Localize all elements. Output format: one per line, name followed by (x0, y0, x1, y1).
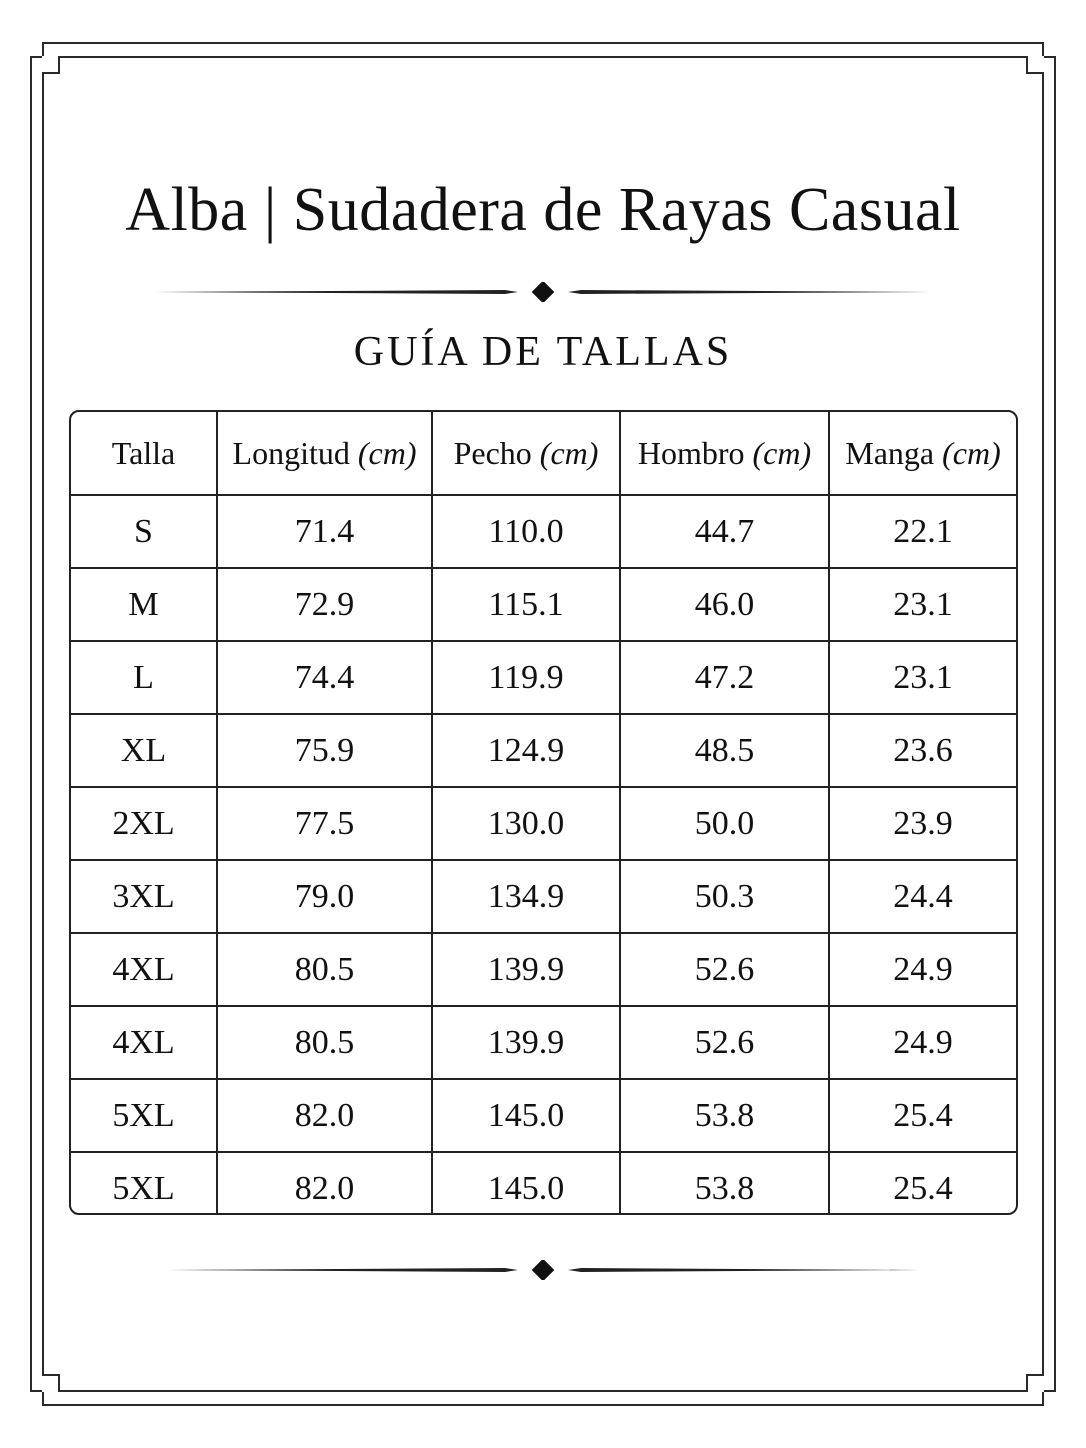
column-header (217, 412, 432, 495)
measurement-cell: 25.4 (829, 1152, 1016, 1215)
measurement-cell: 23.1 (829, 568, 1016, 641)
measurement-cell: 124.9 (432, 714, 620, 787)
size-cell: L (71, 641, 217, 714)
table-row (71, 860, 1016, 933)
column-header-label: Talla (111, 434, 176, 471)
measurement-cell: 25.4 (829, 1079, 1016, 1152)
measurement-cell: 77.5 (217, 787, 432, 860)
measurement-cell: 48.5 (620, 714, 829, 787)
measurement-cell: 74.4 (217, 641, 432, 714)
table-row (71, 495, 1016, 568)
size-cell: S (71, 495, 217, 568)
table-header-row (71, 412, 1016, 495)
table-row (71, 641, 1016, 714)
column-header (829, 412, 1016, 495)
column-header-label: Longitud (232, 434, 350, 471)
column-header-label: Pecho (453, 434, 532, 471)
section-subtitle: GUÍA DE TALLAS (353, 329, 733, 375)
measurement-cell: 130.0 (432, 787, 620, 860)
measurement-cell: 79.0 (217, 860, 432, 933)
size-cell: 3XL (71, 860, 217, 933)
column-header-label: Manga (845, 434, 935, 471)
table-row (71, 1006, 1016, 1079)
measurement-cell: 46.0 (620, 568, 829, 641)
column-header-unit: (cm) (752, 434, 812, 471)
table-row (71, 714, 1016, 787)
corner-ornament-bottom-left (42, 1374, 60, 1392)
measurement-cell: 52.6 (620, 1006, 829, 1079)
column-header-label: Hombro (637, 434, 745, 471)
measurement-cell: 47.2 (620, 641, 829, 714)
size-cell: 4XL (71, 1006, 217, 1079)
measurement-cell: 115.1 (432, 568, 620, 641)
measurement-cell: 80.5 (217, 933, 432, 1006)
column-header-unit: (cm) (539, 434, 599, 471)
measurement-cell: 145.0 (432, 1079, 620, 1152)
size-cell: 2XL (71, 787, 217, 860)
measurement-cell: 145.0 (432, 1152, 620, 1215)
corner-ornament-bottom-right (1026, 1374, 1044, 1392)
measurement-cell: 50.0 (620, 787, 829, 860)
measurement-cell: 110.0 (432, 495, 620, 568)
measurement-cell: 75.9 (217, 714, 432, 787)
measurement-cell: 80.5 (217, 1006, 432, 1079)
measurement-cell: 119.9 (432, 641, 620, 714)
measurement-cell: 24.9 (829, 933, 1016, 1006)
column-header (620, 412, 829, 495)
page-title: Alba | Sudadera de Rayas Casual (125, 176, 961, 244)
measurement-cell: 72.9 (217, 568, 432, 641)
table-body (71, 495, 1016, 1215)
table-row (71, 1152, 1016, 1215)
table-row (71, 1079, 1016, 1152)
column-header (71, 412, 217, 495)
column-header (432, 412, 620, 495)
measurement-cell: 53.8 (620, 1152, 829, 1215)
measurement-cell: 22.1 (829, 495, 1016, 568)
table-row (71, 787, 1016, 860)
measurement-cell: 139.9 (432, 933, 620, 1006)
measurement-cell: 50.3 (620, 860, 829, 933)
size-cell: 5XL (71, 1152, 217, 1215)
column-header-unit: (cm) (357, 434, 417, 471)
measurement-cell: 71.4 (217, 495, 432, 568)
size-chart-table (69, 410, 1018, 1215)
measurement-cell: 139.9 (432, 1006, 620, 1079)
measurement-cell: 23.9 (829, 787, 1016, 860)
measurement-cell: 82.0 (217, 1079, 432, 1152)
corner-ornament-top-right (1026, 56, 1044, 74)
measurement-cell: 23.1 (829, 641, 1016, 714)
table-row (71, 933, 1016, 1006)
measurement-cell: 24.9 (829, 1006, 1016, 1079)
measurement-cell: 44.7 (620, 495, 829, 568)
size-cell: 5XL (71, 1079, 217, 1152)
measurement-cell: 52.6 (620, 933, 829, 1006)
measurement-cell: 24.4 (829, 860, 1016, 933)
ornamental-divider-top (0, 282, 1086, 302)
size-cell: M (71, 568, 217, 641)
measurement-cell: 134.9 (432, 860, 620, 933)
table-row (71, 568, 1016, 641)
size-cell: XL (71, 714, 217, 787)
corner-ornament-top-left (42, 56, 60, 74)
measurement-cell: 23.6 (829, 714, 1016, 787)
column-header-unit: (cm) (942, 434, 1001, 471)
ornamental-divider-bottom (0, 1260, 1086, 1280)
size-cell: 4XL (71, 933, 217, 1006)
measurement-cell: 53.8 (620, 1079, 829, 1152)
measurement-cell: 82.0 (217, 1152, 432, 1215)
